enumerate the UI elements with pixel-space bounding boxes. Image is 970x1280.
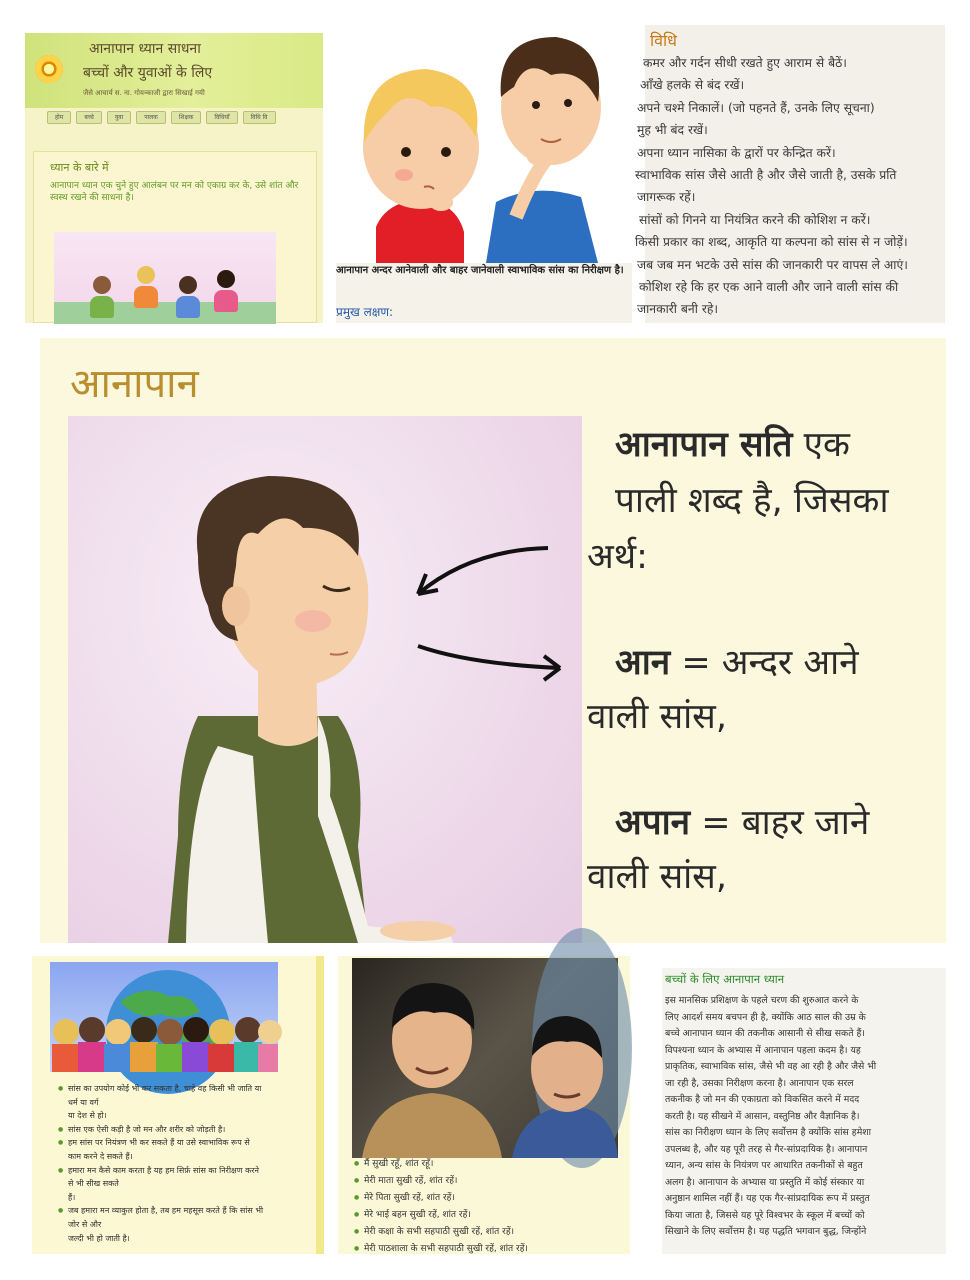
- aan-term: आन: [615, 643, 671, 683]
- text-line: विपश्यना ध्यान के अभ्यास में आनापान पहला कदम है। यह: [665, 1044, 861, 1056]
- nav-item-youth[interactable]: युवा: [107, 111, 131, 124]
- list-item: ● मैं सुखी रहूँ, शांत रहूँ।: [354, 1156, 528, 1173]
- list-item: से भी सीख सकते: [68, 1179, 119, 1189]
- children-anapana-title: बच्चों के लिए आनापान ध्यान: [665, 972, 785, 986]
- list-item: ● मेरी पाठशाला के सभी सहपाठी सुखी रहें, शांत रहें।: [354, 1241, 528, 1258]
- definition-line-3: अर्थ:: [587, 537, 648, 577]
- children-anapana-panel: [662, 968, 946, 1254]
- smiling-children-photo: [352, 958, 618, 1158]
- about-text: आनापान ध्यान एक चुने हुए आलंबन पर मन को एकाग्र कर के, उसे शांत और स्वस्थ रखने की साधना है।: [50, 181, 299, 203]
- list-item: किसी प्रकार का शब्द, आकृति या कल्पना को सांस से न जोड़ें।: [635, 235, 908, 250]
- list-item: या देश से हो।: [68, 1111, 107, 1121]
- aan-definition-line2: वाली सांस,: [587, 697, 727, 737]
- text-line: तकनीक है जो मन की एकाग्रता को विकसित करने में मदद: [665, 1094, 860, 1105]
- key-features-heading: प्रमुख लक्षण:: [336, 305, 394, 319]
- list-item: जागरूक रहें।: [637, 190, 696, 205]
- nav-item-parents[interactable]: पालक: [136, 111, 166, 124]
- text-line: लिए आदर्श समय बचपन ही है, क्योंकि आठ साल की उम्र के: [665, 1011, 866, 1023]
- site-nav: [25, 111, 323, 127]
- list-item: ● मेरे भाई बहन सुखी रहें, शांत रहें।: [354, 1207, 528, 1224]
- list-item: धर्म या वर्ग: [68, 1097, 99, 1107]
- definition-line-2: पाली शब्द है, जिसका: [615, 481, 889, 521]
- text-line: अनुष्ठान शामिल नहीं हैं। यह एक गैर-सांप्रदायिक रूप में प्रस्तुत: [665, 1193, 870, 1204]
- steps-list: [635, 52, 908, 321]
- dharma-wheel-logo: [35, 55, 63, 83]
- list-item: ● सांस एक ऐसी कड़ी है जो मन और शरीर को जोड़ती है।: [58, 1123, 263, 1137]
- method-title: विधि: [650, 31, 678, 50]
- nav-item-teachers[interactable]: शिक्षक: [171, 111, 202, 124]
- list-item: जानकारी बनी रहे।: [637, 302, 719, 317]
- site-subtitle: जैसे आचार्य स. ना. गोयन्काजी द्वारा सिखाई गयी: [83, 89, 205, 97]
- text-line: सिखाने के लिए सर्वोत्तम है। यह पद्धति भगवान बुद्ध, जिन्होंने: [665, 1226, 867, 1237]
- list-item: स्वाभाविक सांस जैसे आती है और जैसे जाती है, उसके प्रति: [635, 168, 897, 183]
- list-item: जोर से और: [68, 1219, 102, 1229]
- text-line: किया जाता है, जिससे यह पूरे विश्वभर के स्कूल में बच्चों को: [665, 1209, 865, 1221]
- list-item: ● मेरी कक्षा के सभी सहपाठी सुखी रहें, शांत रहें।: [354, 1224, 528, 1241]
- list-item: हैं।: [68, 1192, 76, 1202]
- list-item: कमर और गर्दन सीधी रखते हुए आराम से बैठें।: [643, 56, 847, 70]
- definition-line-1: आनापान सति एक: [615, 425, 850, 465]
- list-item: ● जब हमारा मन व्याकुल होता है, तब हम महसूस करते हैं कि सांस भी: [58, 1204, 263, 1218]
- list-item: कोशिश रहे कि हर एक आने वाली और जाने वाली सांस की: [639, 280, 899, 295]
- list-item: मुह भी बंद रखें।: [637, 123, 708, 138]
- globe-children-illustration: [50, 962, 278, 1072]
- list-item: अपना ध्यान नासिका के द्वारों पर केन्द्रित करें।: [637, 145, 836, 160]
- children-anapana-text: [665, 993, 876, 1241]
- text-line: बच्चे आनापान ध्यान की तकनीक आसानी से सीख सकते हैं।: [665, 1028, 865, 1039]
- text-line: जा रही है, उसका निरीक्षण करना है। आनापान एक सरल: [665, 1077, 854, 1089]
- list-item: ● हमारा मन कैसे काम करता है यह हम सिर्फ़ सांस का निरीक्षण करने: [58, 1164, 263, 1178]
- website-header-panel: [25, 33, 323, 323]
- breath-arrows: [410, 536, 610, 696]
- about-heading: ध्यान के बारे में: [50, 161, 109, 174]
- apaan-term: अपान: [615, 803, 691, 843]
- about-meditation-box: [33, 151, 317, 323]
- metta-panel: [338, 956, 630, 1254]
- site-title-line2: बच्चों और युवाओं के लिए: [83, 65, 213, 81]
- list-item: ● हम सांस पर नियंत्रण भी कर सकते हैं या उसे स्वाभाविक रूप से: [58, 1136, 263, 1150]
- text-line: प्राकृतिक, स्वाभाविक सांस, जैसे भी वह आ रही है और जैसे भी: [665, 1061, 877, 1072]
- caption-box: [336, 263, 632, 323]
- list-item: जब जब मन भटके उसे सांस की जानकारी पर वापस ले आएं।: [637, 257, 908, 272]
- breath-facts-panel: [32, 956, 324, 1254]
- nav-item-home[interactable]: होम: [47, 111, 71, 124]
- main-title: आनापान: [70, 361, 199, 407]
- text-line: सांस का निरीक्षण ध्यान के लिए सर्वोत्तम है क्योंकि सांस हमेशा: [665, 1127, 871, 1138]
- facts-list: [58, 1082, 263, 1245]
- thinking-boys-illustration: [336, 27, 632, 263]
- list-item: ● सांस का उपयोग कोई भी कर सकता है, चाहे वह किसी भी जाति या: [58, 1082, 263, 1096]
- anapana-sati-term: आनापान सति: [615, 425, 793, 465]
- nav-item-more[interactable]: विधि वि: [243, 111, 276, 124]
- caption-text: आनापान अन्दर आनेवाली और बाहर जानेवाली स्वाभाविक सांस का निरीक्षण है।: [336, 265, 624, 276]
- list-item: ● मेरी माता सुखी रहें, शांत रहें।: [354, 1173, 528, 1190]
- list-item: जल्दी भी हो जाती है।: [68, 1233, 130, 1243]
- text-line: उपलब्ध है, और यह पूरी तरह से गैर-सांप्रदायिक है। आनापान: [665, 1143, 868, 1155]
- aan-definition: आन = अन्दर आने: [615, 643, 859, 683]
- anapana-main-panel: [40, 338, 946, 943]
- meditating-kids-illustration: [54, 232, 276, 324]
- text-line: ध्यान, अन्य सांस के नियंत्रण पर आधारित तकनीकों से बहुत: [665, 1160, 863, 1171]
- metta-list: [354, 1156, 528, 1257]
- list-item: ● मेरे पिता सुखी रहें, शांत रहें।: [354, 1190, 528, 1207]
- list-item: सांसों को गिनने या नियंत्रित करने की कोशिश न करें।: [639, 212, 871, 227]
- site-header-banner: [25, 33, 323, 108]
- text-line: अलग है। आनापान के अभ्यास या प्रस्तुति में कोई संस्कार या: [665, 1176, 865, 1188]
- list-item: अपने चश्मे निकालें। (जो पहनते हैं, उनके लिए सूचना): [637, 100, 875, 115]
- site-title: आनापान ध्यान साधना: [89, 41, 201, 57]
- method-steps-panel: [635, 25, 945, 323]
- nav-item-methods[interactable]: विधियाँ: [206, 111, 237, 124]
- text-line: इस मानसिक प्रशिक्षण के पहले चरण की शुरुआत करने के: [665, 995, 859, 1006]
- apaan-definition-line2: वाली सांस,: [587, 857, 727, 897]
- list-item: आँखे हलके से बंद रखें।: [640, 78, 745, 93]
- apaan-definition: अपान = बाहर जाने: [615, 803, 870, 843]
- nav-item-children[interactable]: बच्चे: [76, 111, 102, 124]
- two-boys-panel: [336, 27, 632, 323]
- text-line: करती है। यह सीखने में आसान, वस्तुनिष्ठ और वैज्ञानिक है।: [665, 1110, 860, 1122]
- list-item: काम करने दे सकते हैं।: [68, 1151, 133, 1161]
